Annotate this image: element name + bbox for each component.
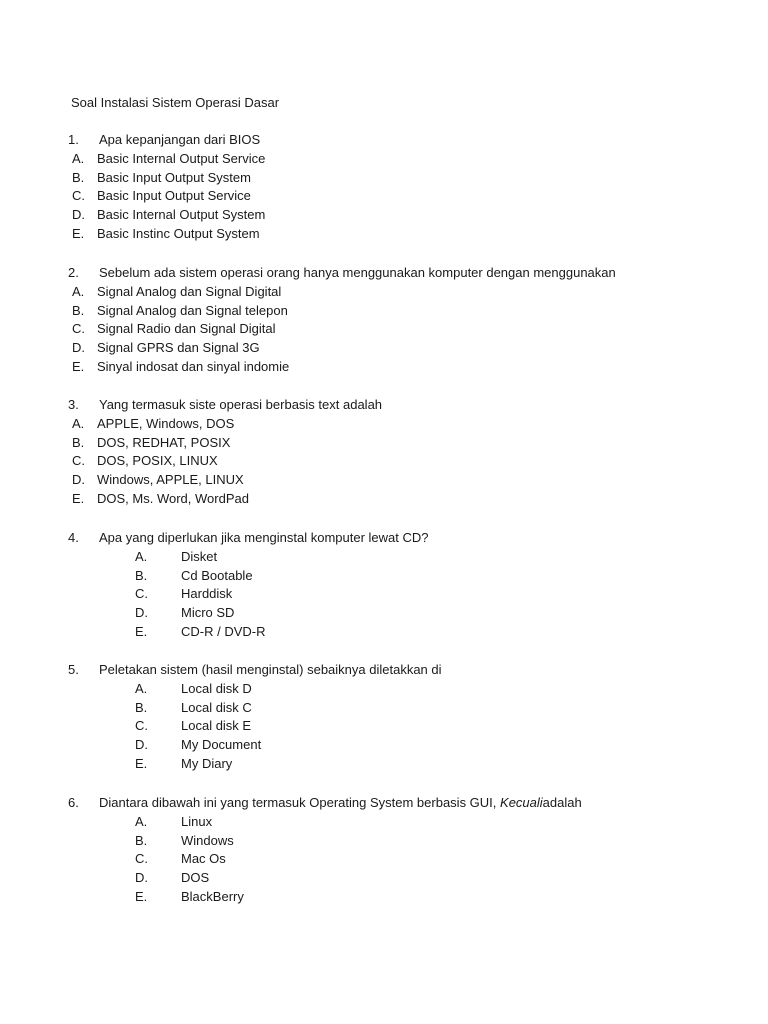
option-text: Signal Radio dan Signal Digital xyxy=(97,321,276,337)
answer-option xyxy=(0,225,768,244)
option-text: Basic Internal Output Service xyxy=(97,150,266,166)
option-text: Windows xyxy=(181,832,234,848)
answer-option xyxy=(0,169,768,188)
answer-option xyxy=(0,452,768,471)
answer-option xyxy=(0,434,768,453)
option-text: Cd Bootable xyxy=(181,567,253,583)
question-number: 5. xyxy=(68,662,79,677)
answer-option xyxy=(0,717,768,736)
option-letter: D. xyxy=(135,605,148,621)
document-title: Soal Instalasi Sistem Operasi Dasar xyxy=(71,95,280,110)
question-number: 1. xyxy=(68,132,79,147)
option-letter: C. xyxy=(72,188,85,204)
question-6 xyxy=(0,794,768,907)
answer-option xyxy=(0,585,768,604)
answer-option xyxy=(0,869,768,888)
question-line xyxy=(0,794,768,813)
question-line xyxy=(0,396,768,415)
question-text: Yang termasuk siste operasi berbasis text adalah xyxy=(99,397,383,412)
option-text: Signal Analog dan Signal Digital xyxy=(97,283,282,299)
answer-option xyxy=(0,187,768,206)
option-letter: E. xyxy=(135,755,148,771)
question-line xyxy=(0,529,768,548)
question-text-emphasis: Kecuali xyxy=(500,795,543,810)
option-letter: D. xyxy=(135,870,148,886)
option-letter: B. xyxy=(135,699,148,715)
answer-option xyxy=(0,548,768,567)
option-letter: D. xyxy=(72,340,85,356)
answer-option xyxy=(0,850,768,869)
question-line xyxy=(0,131,768,150)
option-text: My Document xyxy=(181,737,262,753)
option-letter: B. xyxy=(72,169,85,185)
answer-option xyxy=(0,490,768,509)
option-text: Local disk E xyxy=(181,718,252,734)
question-5 xyxy=(0,661,768,774)
question-number: 4. xyxy=(68,530,79,545)
option-letter: A. xyxy=(72,283,85,299)
answer-option xyxy=(0,150,768,169)
question-text-before: Diantara dibawah ini yang termasuk Operating System berbasis GUI, xyxy=(99,795,501,810)
option-text: Disket xyxy=(181,548,218,564)
question-text-after: adalah xyxy=(542,795,582,810)
answer-option xyxy=(0,623,768,642)
option-letter: B. xyxy=(135,832,148,848)
option-text: Signal Analog dan Signal telepon xyxy=(97,302,288,318)
question-3 xyxy=(0,396,768,509)
option-letter: E. xyxy=(72,358,85,374)
question-number: 2. xyxy=(68,265,79,280)
option-letter: A. xyxy=(135,680,148,696)
option-letter: E. xyxy=(72,490,85,506)
option-text: Basic Input Output Service xyxy=(97,188,251,204)
option-letter: C. xyxy=(72,453,85,469)
question-number: 6. xyxy=(68,795,79,810)
option-letter: E. xyxy=(135,623,148,639)
option-text: APPLE, Windows, DOS xyxy=(97,415,235,431)
option-text: CD-R / DVD-R xyxy=(181,623,266,639)
option-letter: B. xyxy=(72,434,85,450)
option-text: Mac Os xyxy=(181,851,226,867)
option-letter: C. xyxy=(72,321,85,337)
answer-option xyxy=(0,755,768,774)
option-text: Signal GPRS dan Signal 3G xyxy=(97,340,260,356)
question-text xyxy=(99,794,582,813)
option-text: Basic Instinc Output System xyxy=(97,225,260,241)
question-2 xyxy=(0,264,768,377)
option-text: BlackBerry xyxy=(181,888,244,904)
answer-option xyxy=(0,680,768,699)
answer-option xyxy=(0,699,768,718)
option-text: My Diary xyxy=(181,755,233,771)
answer-option xyxy=(0,302,768,321)
answer-option xyxy=(0,320,768,339)
answer-option xyxy=(0,832,768,851)
option-text: DOS xyxy=(181,870,210,886)
question-number: 3. xyxy=(68,397,79,412)
option-letter: A. xyxy=(135,813,148,829)
answer-option xyxy=(0,736,768,755)
answer-option xyxy=(0,283,768,302)
question-1 xyxy=(0,131,768,244)
answer-option xyxy=(0,567,768,586)
question-text: Apa yang diperlukan jika menginstal komputer lewat CD? xyxy=(99,530,429,545)
option-letter: D. xyxy=(135,737,148,753)
answer-option xyxy=(0,339,768,358)
option-text: Harddisk xyxy=(181,586,233,602)
option-letter: B. xyxy=(72,302,85,318)
option-letter: C. xyxy=(135,718,148,734)
option-text: Local disk C xyxy=(181,699,252,715)
option-letter: D. xyxy=(72,472,85,488)
option-text: DOS, REDHAT, POSIX xyxy=(97,434,231,450)
option-letter: C. xyxy=(135,851,148,867)
option-letter: B. xyxy=(135,567,148,583)
answer-option xyxy=(0,206,768,225)
option-letter: E. xyxy=(72,225,85,241)
answer-option xyxy=(0,415,768,434)
option-letter: E. xyxy=(135,888,148,904)
option-text: DOS, Ms. Word, WordPad xyxy=(97,490,249,506)
option-text: Micro SD xyxy=(181,605,235,621)
question-text: Apa kepanjangan dari BIOS xyxy=(99,132,261,147)
option-text: Linux xyxy=(181,813,213,829)
answer-option xyxy=(0,358,768,377)
option-text: DOS, POSIX, LINUX xyxy=(97,453,218,469)
option-letter: A. xyxy=(72,150,85,166)
question-line xyxy=(0,661,768,680)
answer-option xyxy=(0,471,768,490)
option-text: Windows, APPLE, LINUX xyxy=(97,472,244,488)
option-letter: A. xyxy=(135,548,148,564)
answer-option xyxy=(0,888,768,907)
question-4 xyxy=(0,529,768,642)
option-letter: C. xyxy=(135,586,148,602)
question-line xyxy=(0,264,768,283)
answer-option xyxy=(0,604,768,623)
question-text: Peletakan sistem (hasil menginstal) sebaiknya diletakkan di xyxy=(99,662,442,677)
option-text: Basic Internal Output System xyxy=(97,207,266,223)
question-text: Sebelum ada sistem operasi orang hanya menggunakan komputer dengan menggunakan xyxy=(99,265,616,280)
option-letter: A. xyxy=(72,415,85,431)
option-text: Basic Input Output System xyxy=(97,169,251,185)
answer-option xyxy=(0,813,768,832)
option-text: Sinyal indosat dan sinyal indomie xyxy=(97,358,290,374)
option-letter: D. xyxy=(72,207,85,223)
option-text: Local disk D xyxy=(181,680,252,696)
